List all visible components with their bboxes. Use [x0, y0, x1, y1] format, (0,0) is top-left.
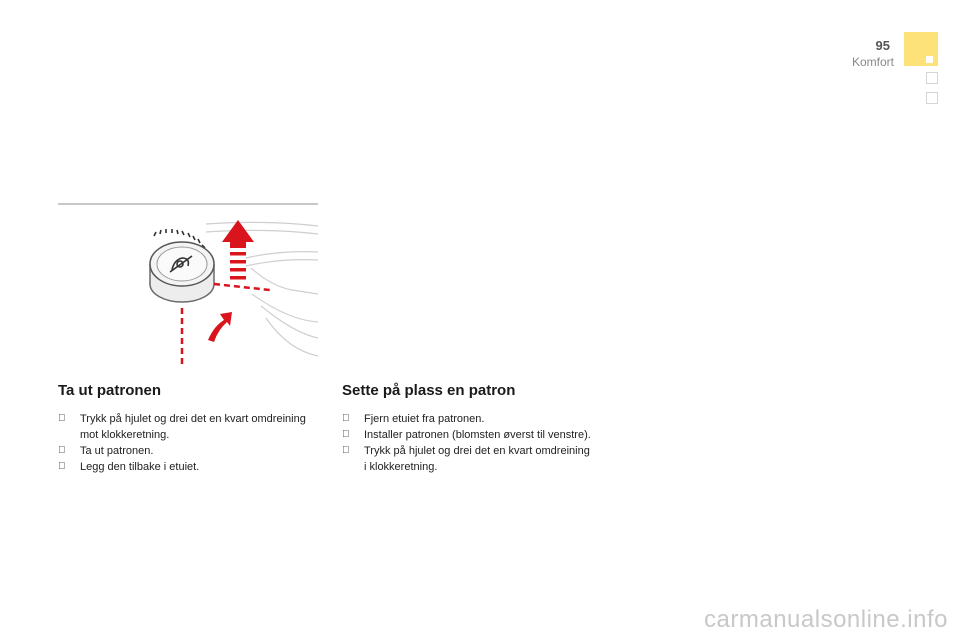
bullet-icon [342, 411, 350, 427]
step-list [58, 411, 308, 475]
section-tab-active[interactable] [904, 32, 938, 66]
bullet-icon [342, 427, 350, 443]
list-item: Legg den tilbake i etuiet. [58, 459, 308, 475]
list-item: Trykk på hjulet og drei det en kvart omdreining mot klokkeretning. [58, 411, 308, 443]
cartridge-dial-illustration [56, 198, 318, 370]
list-item: Ta ut patronen. [58, 443, 308, 459]
remove-cartridge-section [58, 382, 308, 475]
section-heading: Ta ut patronen [58, 382, 162, 399]
list-item: Trykk på hjulet og drei det en kvart omdreining i klokkeretning. [342, 443, 592, 475]
bullet-icon [58, 443, 66, 459]
tab-marker [926, 56, 933, 63]
install-cartridge-section [342, 382, 592, 475]
list-item: Installer patronen (blomsten øverst til venstre). [342, 427, 592, 443]
bullet-icon [342, 443, 350, 459]
step-list [342, 411, 592, 475]
page-number: 95 [875, 38, 890, 53]
bullet-icon [58, 411, 66, 427]
section-tab[interactable] [926, 72, 938, 84]
watermark: carmanualsonline.info [704, 606, 948, 633]
section-title: Komfort [851, 55, 894, 69]
section-heading: Sette på plass en patron [342, 382, 516, 399]
bullet-icon [58, 459, 66, 475]
section-tab[interactable] [926, 92, 938, 104]
list-item: Fjern etuiet fra patronen. [342, 411, 592, 427]
